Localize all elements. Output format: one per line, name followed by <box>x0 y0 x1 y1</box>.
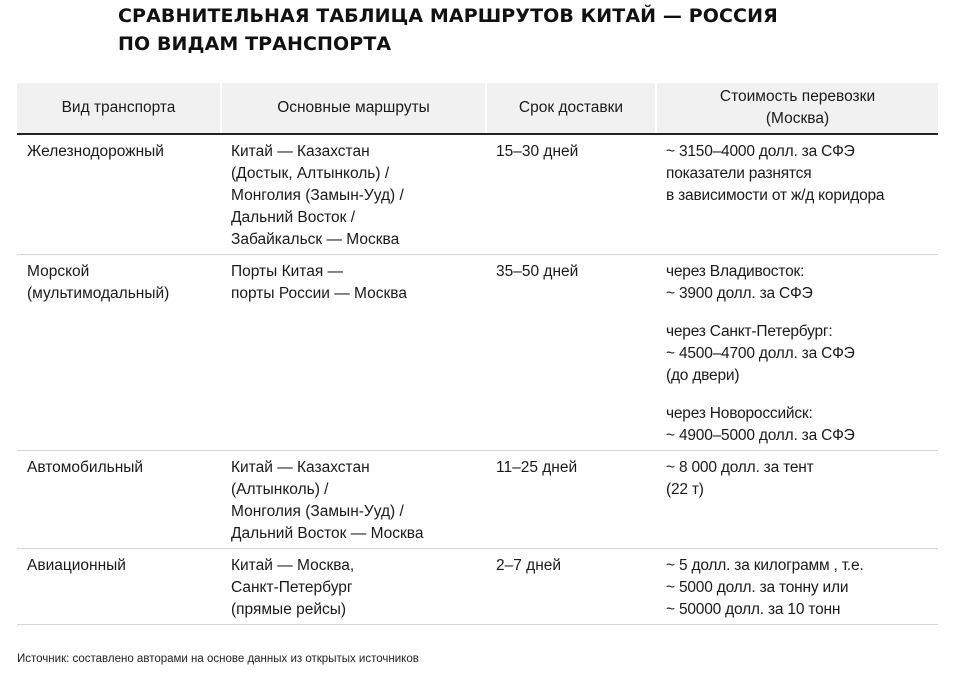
cost-block-vladivostok <box>666 261 930 305</box>
cell-line: Железнодорожный <box>27 143 164 160</box>
cell-line: (мультимодальный) <box>27 285 170 302</box>
cell-routes <box>221 255 486 451</box>
cell-line: 15–30 дней <box>496 143 579 160</box>
title-line-1: СРАВНИТЕЛЬНАЯ ТАБЛИЦА МАРШРУТОВ КИТАЙ — РОССИЯ <box>118 5 778 27</box>
cell-line: в зависимости от ж/д коридора <box>666 187 885 204</box>
cell-line: (Достык, Алтынколь) / <box>231 165 390 182</box>
header-cost-line-1: Стоимость перевозки <box>719 88 876 105</box>
table-header <box>17 83 938 134</box>
cell-delivery <box>486 451 656 549</box>
cell-routes <box>221 451 486 549</box>
cell-mode <box>17 451 221 549</box>
header-mode: Вид транспорта <box>17 83 221 134</box>
source-note: Источник: составлено авторами на основе данных из открытых источников <box>17 653 419 665</box>
header-cost-line-2: (Москва) <box>765 110 830 127</box>
cell-line: Санкт-Петербург <box>231 579 353 596</box>
cell-line: Автомобильный <box>27 459 144 476</box>
cell-line: 11–25 дней <box>496 459 578 476</box>
routes-table <box>17 83 938 625</box>
cell-cost <box>656 549 938 625</box>
cell-line: ~ 3900 долл. за СФЭ <box>666 285 813 302</box>
cell-line: через Новороссийск: <box>666 405 813 422</box>
cell-cost <box>656 134 938 255</box>
cell-cost <box>656 451 938 549</box>
cell-delivery <box>486 549 656 625</box>
cell-line: 2–7 дней <box>496 557 562 574</box>
cell-line: ~ 4500–4700 долл. за СФЭ <box>666 345 855 362</box>
cell-line: Дальний Восток — Москва <box>231 525 424 542</box>
cell-line: ~ 8 000 долл. за тент <box>666 459 814 476</box>
title-line-2: ПО ВИДАМ ТРАНСПОРТА <box>118 33 392 55</box>
table-row-sea <box>17 255 938 451</box>
table-row-railway <box>17 134 938 255</box>
cell-routes <box>221 134 486 255</box>
cell-routes <box>221 549 486 625</box>
header-cost <box>656 83 938 134</box>
cell-mode <box>17 549 221 625</box>
cell-line: (Алтынколь) / <box>231 481 329 498</box>
cell-line: ~ 4900–5000 долл. за СФЭ <box>666 427 855 444</box>
cell-line: Монголия (Замын-Ууд) / <box>231 503 404 520</box>
cell-line: ~ 5000 долл. за тонну или <box>666 579 849 596</box>
cell-line: ~ 5 долл. за килограмм , т.е. <box>666 557 864 574</box>
cell-line: через Владивосток: <box>666 263 805 280</box>
table-title <box>118 2 778 58</box>
cell-line: Авиационный <box>27 557 126 574</box>
cell-line: ~ 3150–4000 долл. за СФЭ <box>666 143 855 160</box>
cost-block-saint-petersburg <box>666 321 930 387</box>
cell-line: Китай — Казахстан <box>231 459 370 476</box>
cell-line: Забайкальск — Москва <box>231 231 400 248</box>
cell-line: (прямые рейсы) <box>231 601 347 618</box>
cell-line: Дальний Восток / <box>231 209 356 226</box>
cell-mode <box>17 255 221 451</box>
cell-line: Порты Китая — <box>231 263 344 280</box>
cell-cost <box>656 255 938 451</box>
header-routes: Основные маршруты <box>221 83 486 134</box>
cell-line: 35–50 дней <box>496 263 579 280</box>
cost-block-novorossiysk <box>666 403 930 447</box>
table-row-air <box>17 549 938 625</box>
table-row-road <box>17 451 938 549</box>
cell-line: Монголия (Замын-Ууд) / <box>231 187 404 204</box>
header-delivery: Срок доставки <box>486 83 656 134</box>
cell-line: порты России — Москва <box>231 285 407 302</box>
cell-line: (до двери) <box>666 367 740 384</box>
cell-line: Морской <box>27 263 90 280</box>
cell-line: показатели разнятся <box>666 165 812 182</box>
cell-line: через Санкт-Петербург: <box>666 323 833 340</box>
cell-line: Китай — Москва, <box>231 557 355 574</box>
cell-mode <box>17 134 221 255</box>
cell-delivery <box>486 255 656 451</box>
cell-delivery <box>486 134 656 255</box>
cell-line: ~ 50000 долл. за 10 тонн <box>666 601 841 618</box>
cell-line: (22 т) <box>666 481 704 498</box>
cell-line: Китай — Казахстан <box>231 143 370 160</box>
